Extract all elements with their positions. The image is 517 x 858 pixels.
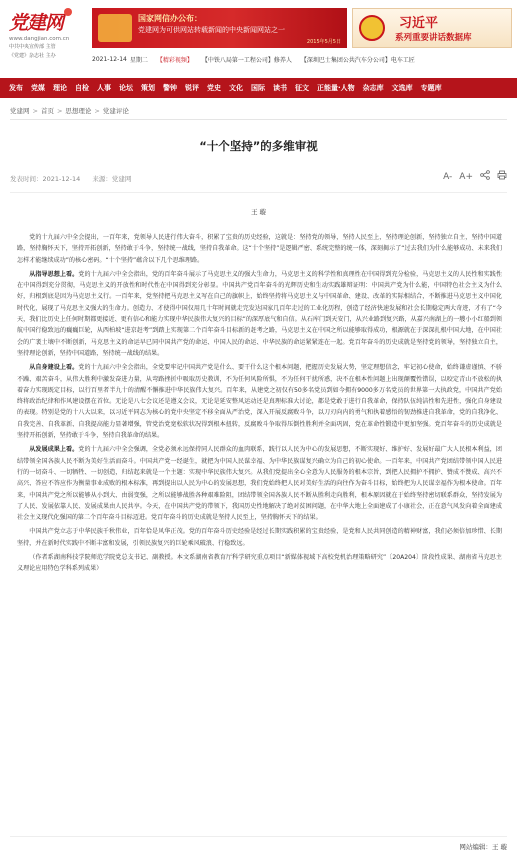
breadcrumb-link[interactable]: 思想理论 <box>65 107 92 115</box>
info-link-2[interactable]: 【深圳巴士集团公共汽车分公司】电车工匠 <box>300 56 415 64</box>
breadcrumb-link[interactable]: 首页 <box>40 107 54 115</box>
paragraph-text: （作者系湖南科技学院师范学院党总支书记、副教授。本文系湖南省教育厅科学研究重点项目“新媒体视域下高校党机治理策略研究”〔20A204〕阶段性成果、湖南省马克思主义理论应用特色学科系列成果） <box>17 554 502 573</box>
nav-item[interactable]: 国际 <box>251 84 265 92</box>
footer-divider <box>10 836 507 837</box>
share-icon[interactable] <box>480 170 490 184</box>
banner-date: 2015年5月5日 <box>306 39 341 45</box>
current-weekday: 星期二 <box>129 56 148 64</box>
breadcrumb-link[interactable]: 党建网 <box>10 107 30 115</box>
great-hall-image <box>98 14 132 42</box>
font-decrease-button[interactable]: A- <box>443 172 453 182</box>
article-paragraph <box>17 526 502 549</box>
print-icon[interactable] <box>497 170 507 184</box>
banner-line-2: 党建网为可供网站转载新闻的中央新闻网站之一 <box>138 26 285 34</box>
banner-line-1: 国家网信办公布： <box>138 14 202 23</box>
article-paragraph <box>17 232 502 266</box>
nav-item[interactable]: 征文 <box>295 84 309 92</box>
nav-item[interactable]: 论坛 <box>119 84 133 92</box>
banner2-title: 习近平 <box>399 16 439 31</box>
meta-divider <box>10 192 507 193</box>
breadcrumb <box>10 106 129 115</box>
site-logo[interactable] <box>9 8 81 64</box>
font-increase-button[interactable]: A+ <box>459 172 473 182</box>
paragraph-text: 中国共产党立志于中华民族千秋伟业，百年恰是风华正茂。党的百年奋斗历史经验是经过长期实践积累的宝贵经验，是党和人民共同创造的精神财富，我们必须倍加珍惜、长期坚持，并在新时代实践中不断丰富和发展，引领民族复兴的巨轮乘风破浪、行稳致远。 <box>17 528 502 547</box>
nav-item[interactable]: 党媒 <box>31 84 45 92</box>
article-author: 王 璇 <box>250 208 267 216</box>
nav-item[interactable]: 党史 <box>207 84 221 92</box>
article-tools <box>443 170 507 184</box>
main-nav <box>0 78 517 98</box>
article-paragraph <box>17 269 502 359</box>
breadcrumb-separator: > <box>32 107 38 115</box>
hot-video-link[interactable]: 【精彩视频】 <box>156 56 193 64</box>
article-title: “十个坚持”的多维审视 <box>199 139 318 153</box>
article-source: 来源：党建网 <box>92 175 132 183</box>
nav-item[interactable]: 正能量·人物 <box>317 84 355 92</box>
breadcrumb-separator: > <box>94 107 100 115</box>
site-editor: 网站编辑：王 璇 <box>459 843 507 851</box>
logo-sub-2: 《党建》杂志社 主办 <box>9 53 56 59</box>
nav-item[interactable]: 读书 <box>273 84 287 92</box>
nav-item[interactable]: 专题库 <box>420 84 442 92</box>
nav-item[interactable]: 文选库 <box>391 84 413 92</box>
nav-item[interactable]: 自检 <box>75 84 89 92</box>
nav-item[interactable]: 警钟 <box>163 84 177 92</box>
info-link-1[interactable]: 【中铁八局第一工程公司】修养人 <box>201 56 292 64</box>
speech-database-banner[interactable] <box>352 8 512 48</box>
nav-item[interactable]: 杂志库 <box>362 84 384 92</box>
nav-item[interactable]: 策划 <box>141 84 155 92</box>
article-paragraph <box>17 444 502 523</box>
site-header <box>0 0 517 78</box>
paragraph-lead: 从发展成果上看。 <box>29 446 79 454</box>
article-body <box>17 232 502 578</box>
article-paragraph <box>17 552 502 575</box>
article-meta <box>10 174 141 183</box>
paragraph-text: 党的十九届六中全会提出，一百年来，党领导人民进行伟大奋斗，积累了宝贵的历史经验，这就是：坚持党的领导，坚持人民至上，坚持理论创新，坚持独立自主，坚持中国道路，坚持胸怀天下，坚持开拓创新，坚持敢于斗争，坚持统一战线，坚持自我革命。这“十个坚持”是逻辑严密、系统完整的统一体，深刻揭示了“过去我们为什么能够成功、未来我们怎样才能继续成功”的核心密码。“十个坚持”蕴含以下几个思维理路。 <box>17 234 502 264</box>
nav-item[interactable]: 人事 <box>97 84 111 92</box>
paragraph-text: 党的十九届六中全会指出，全党要牢记中国共产党是什么、要干什么这个根本问题，把握历史发展大势，坚定理想信念，牢记初心使命，始终谦虚谨慎、不骄不躁、艰苦奋斗，从伟大胜利中激发奋进力量，从弯路挫折中吸取历史教训，不为任何风险所惧，不为任何干扰所惑，决不在根本性问题上出现颠覆性错误，以咬定青山不放松的执着奋力实现既定目标，以行百里者半九十的清醒不懈推进中华民族伟大复兴。百年来，从建党之初仅有50多名党员到如今拥有9000多万名党员的世界第一大执政党，中国共产党始终将政治纪律和作风建设摆在首位。无论是八七会议还是遵义会议，无论是延安整风运动还是真理标准大讨论，都是党敢于进行自我革命，保持队伍纯洁性和先进性，强化自身建设的表现。特别是党的十八大以来，以习近平同志为核心的党中央坚定不移全面从严治党，深入开展反腐败斗争，以刀刃向内的勇气和执着感悟的韧劲推进自我革命，党的自我净化、自我完善、自我革新、自我提高能力显著增强，管党治党宽松软状况得到根本扭转，反腐败斗争取得压倒性胜利并全面巩固，党在革命性锻造中更加坚强。党百年奋斗的历史成就是坚持开拓创新，坚持敢于斗争，坚持自我革命的结果。 <box>17 364 503 440</box>
paragraph-lead: 从自身建设上看。 <box>29 364 79 372</box>
nav-item[interactable]: 理论 <box>53 84 67 92</box>
emblem-icon <box>359 15 385 41</box>
publish-time: 发表时间：2021-12-14 <box>10 175 81 183</box>
announcement-banner[interactable] <box>92 8 347 48</box>
breadcrumb-link[interactable]: 党建评论 <box>102 107 129 115</box>
article-paragraph <box>17 362 502 441</box>
banner2-subtitle: 系列重要讲话数据库 <box>395 33 472 43</box>
nav-item[interactable]: 文化 <box>229 84 243 92</box>
nav-item[interactable]: 发布 <box>9 84 23 92</box>
current-date: 2021-12-14 <box>92 55 127 63</box>
info-bar <box>92 54 512 64</box>
paragraph-text: 党的十九届六中全会强调，全党必须永远保持同人民群众的血肉联系，践行以人民为中心的发展思想，不断实现好、维护好、发展好最广大人民根本利益，团结带领全国各族人民不断为美好生活而奋斗。中国共产党一经诞生，就把为中国人民谋幸福、为中华民族谋复兴确立为自己的初心使命。一百年来，中国共产党团结带领中国人民进行的一切奋斗、一切牺牲、一切创造，归结起来就是一个主题：实现中华民族伟大复兴。从我们党提出全心全意为人民服务的根本宗旨，到把人民拥护不拥护、赞成不赞成、高兴不高兴、答应不答应作为衡量事业成败的根本标准，再到提出以人民为中心的发展思想，我们党始终把人民对美好生活的向往作为奋斗目标，始终把为人民谋幸福作为根本使命。百年来，中国共产党之所以能够从小到大、由弱变强，之所以能够战胜各种艰难险阻，团结带领全国各族人民不断从胜利走向胜利，根本原因就在于始终坚持密切联系群众，坚持发展为了人民、发展依靠人民、发展成果由人民共享。今天，在中国共产党的带领下，我国历史性地解决了绝对贫困问题，在中华大地上全面建成了小康社会，正在意气风发向着全面建成社会主义现代化强国的第二个百年奋斗目标迈进。党百年奋斗的历史成就是坚持人民至上，坚持胸怀天下的结果。 <box>17 446 503 522</box>
logo-url: www.dangjian.com.cn <box>9 36 70 42</box>
nav-item[interactable]: 锐评 <box>185 84 199 92</box>
divider <box>10 119 507 120</box>
paragraph-text: 党的十九届六中全会指出，党的百年奋斗展示了马克思主义的强大生命力，马克思主义的科学性和真理性在中国得到充分检验，马克思主义的人民性和实践性在中国得到充分贯彻，马克思主义的开放性和时代性在中国得到充分彰显。中国共产党百年奋斗的光辉历史和生动实践雄辩证明：中国共产党为什么能，中国特色社会主义为什么好，归根到底是因为马克思主义行。一百年来，党坚持把马克思主义写在自己的旗帜上，始终坚持将马克思主义与中国革命、建设、改革的实际相结合，不断推进马克思主义中国化时代化，展现了马克思主义强大的生命力。创造力、才使得中国仅用几十年时间就走完发达国家几百年走过的工业化历程，创造了经济快速发展和社会长期稳定两大奇迹，才有了“今天，我们比历史上任何时期都更接近、更有信心和能力实现中华民族伟大复兴的目标”的深厚底气和自信。从石库门到天安门，从兴业路到复兴路，从嘉兴南湖上的一艘小小红船到领航中国行稳致远的巍巍巨轮，从西柏坡“进京赶考”到踏上实现第二个百年奋斗目标新的赶考之路，马克思主义在中国之所以能够取得成功，根源就在于深深扎根中国大地，在中国社会的广袤土壤中不断创新，马克思主义的命运早已同中国共产党的命运、中国人民的命运、中华民族的命运紧紧连在一起。党百年奋斗的历史成就是坚持党的领导，坚持独立自主，坚持理论创新，坚持中国道路，坚持统一战线的结果。 <box>17 270 503 357</box>
logo-sub-1: 中共中央宣传部 主管 <box>9 44 56 50</box>
breadcrumb-separator: > <box>56 107 63 115</box>
logo-text: 党建网 <box>9 8 81 35</box>
paragraph-lead: 从指导思想上看。 <box>29 270 79 278</box>
